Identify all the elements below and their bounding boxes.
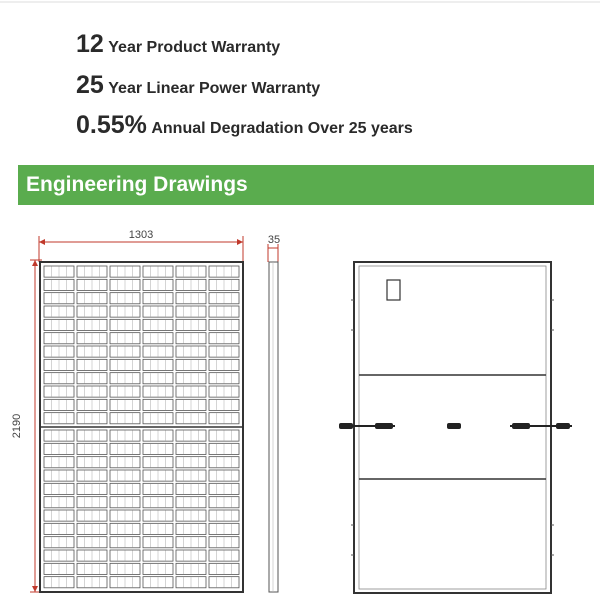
product-warranty-number: 12 (76, 30, 104, 58)
panel-back-view (339, 262, 572, 593)
degradation-text: Annual Degradation Over 25 years (151, 120, 413, 137)
power-warranty-number: 25 (76, 71, 104, 99)
degradation-number: 0.55% (76, 111, 147, 139)
section-title: Engineering Drawings (26, 173, 248, 196)
product-warranty-text: Year Product Warranty (108, 39, 281, 56)
depth-label: 35 (267, 234, 281, 246)
width-dimension (39, 229, 243, 262)
height-label: 2190 (11, 413, 23, 439)
width-label: 1303 (128, 229, 154, 241)
side-profile (268, 234, 280, 592)
power-warranty-text: Year Linear Power Warranty (108, 80, 321, 97)
height-dimension (11, 260, 42, 592)
junction-box-icon (387, 280, 400, 300)
